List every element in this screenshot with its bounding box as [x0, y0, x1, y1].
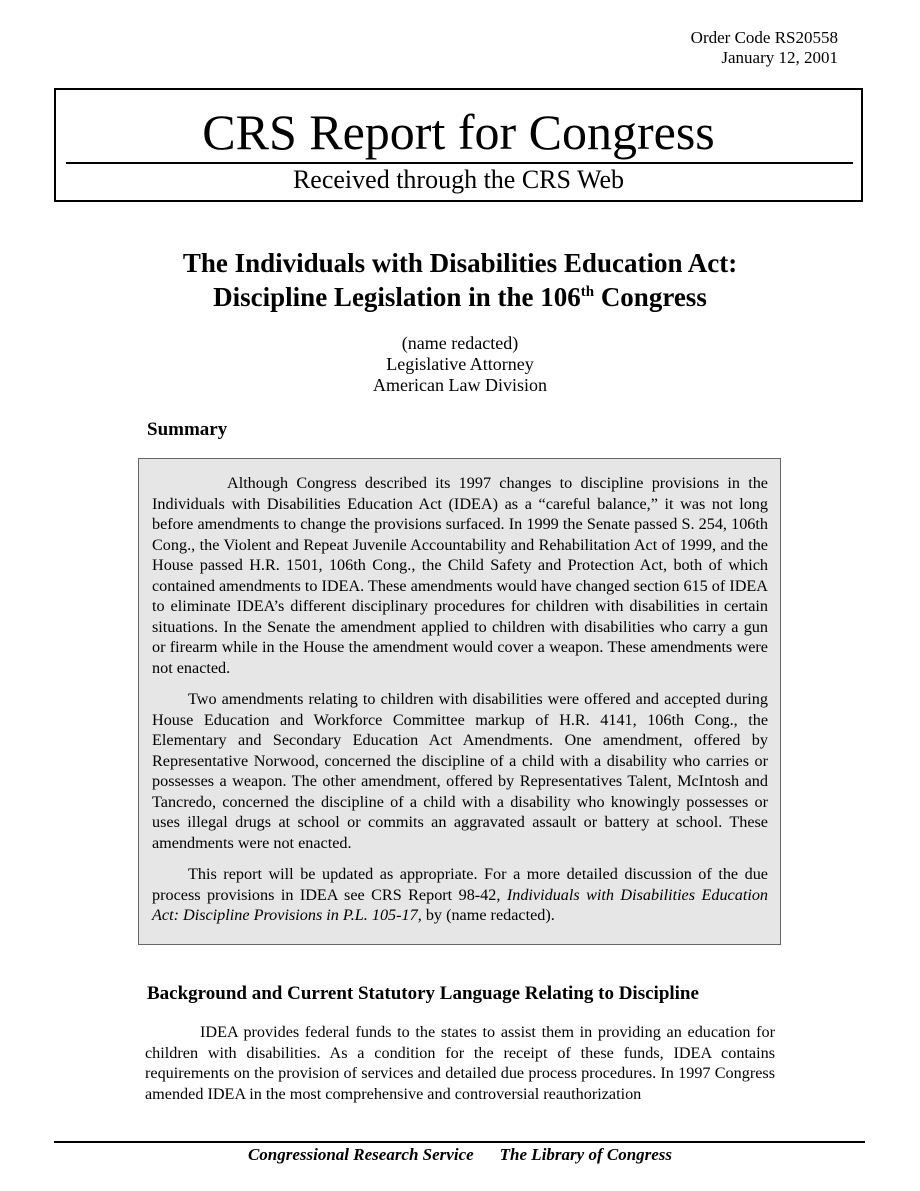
title-superscript: th [580, 284, 595, 300]
summary-paragraph-3 [152, 864, 768, 926]
summary-heading: Summary [147, 419, 228, 440]
title-line-2-text: Discipline Legislation in the 106 [213, 282, 581, 312]
title-line-1: The Individuals with Disabilities Education Act: [182, 248, 738, 278]
background-paragraph-1: IDEA provides federal funds to the states to assist them in providing an education for children with disabilities. As a condition for the receipt of these funds, IDEA contains requirements on the provision of services and detailed due process procedures. In 1997 Congress amended IDEA in the most comprehensive and controversial reauthorization [145, 1023, 775, 1103]
title-line-2-suffix: Congress [594, 282, 707, 312]
footer-left: Congressional Research Service [247, 1145, 474, 1164]
document-title [0, 246, 920, 314]
order-code: Order Code RS20558 [690, 28, 838, 47]
cited-report-title: Individuals with Disabilities Education Act: Discipline Provisions in P.L. 105-17 [152, 885, 769, 924]
title-line-2 [0, 280, 920, 314]
order-info [691, 28, 838, 68]
background-heading: Background and Current Statutory Language Relating to Discipline [147, 983, 699, 1004]
report-banner [54, 88, 863, 202]
footer-rule [54, 1141, 865, 1143]
summary-paragraph-2: Two amendments relating to children with disabilities were offered and accepted during House Education and Workforce Committee markup of H.R. 4141, 106th Cong., the Elementary and Secondary Education Act Amendments. One amendment, offered by Representative Norwood, concerned the discipline of a child with a disability who carries or possesses a weapon. The other amendment, offered by Representatives Talent, McIntosh and Tancredo, concerned the discipline of a child with a disability who knowingly possesses or uses illegal drugs at school or commits an aggravated assault or battery at school. These amendments were not enacted. [152, 690, 768, 852]
report-date: January 12, 2001 [721, 48, 838, 67]
summary-paragraph-1: Although Congress described its 1997 changes to discipline provisions in the Individuals with Disabilities Education Act (IDEA) as a “careful balance,” it was not long before amendments to change the provisions surfaced. In 1999 the Senate passed S. 254, 106th Cong., the Violent and Repeat Juvenile Accountability and Rehabilitation Act of 1999, and the House passed H.R. 1501, 106th Cong., the Child Safety and Protection Act, both of which contained amendments to IDEA. These amendments would have changed section 615 of IDEA to eliminate IDEA’s different disciplinary procedures for children with disabilities in certain situations. In the Senate the amendment applied to children with disabilities who carry a gun or firearm while in the House the amendment would cover a weapon. These amendments were not enacted. [152, 474, 769, 677]
author-name: (name redacted) [401, 333, 519, 353]
banner-title: CRS Report for Congress [202, 104, 715, 160]
summary-box [138, 458, 781, 945]
author-division: American Law Division [373, 375, 547, 395]
p3-text: This report will be updated as appropriate. For a more detailed discussion of the due process provisions in IDEA see CRS Report 98-42, [152, 865, 768, 904]
banner-subtitle: Received through the CRS Web [292, 165, 625, 194]
footer [0, 1144, 920, 1166]
footer-right: The Library of Congress [499, 1145, 673, 1164]
p3-suffix: , by (name redacted). [417, 906, 555, 924]
author-position: Legislative Attorney [386, 354, 534, 374]
author-block [0, 333, 920, 396]
